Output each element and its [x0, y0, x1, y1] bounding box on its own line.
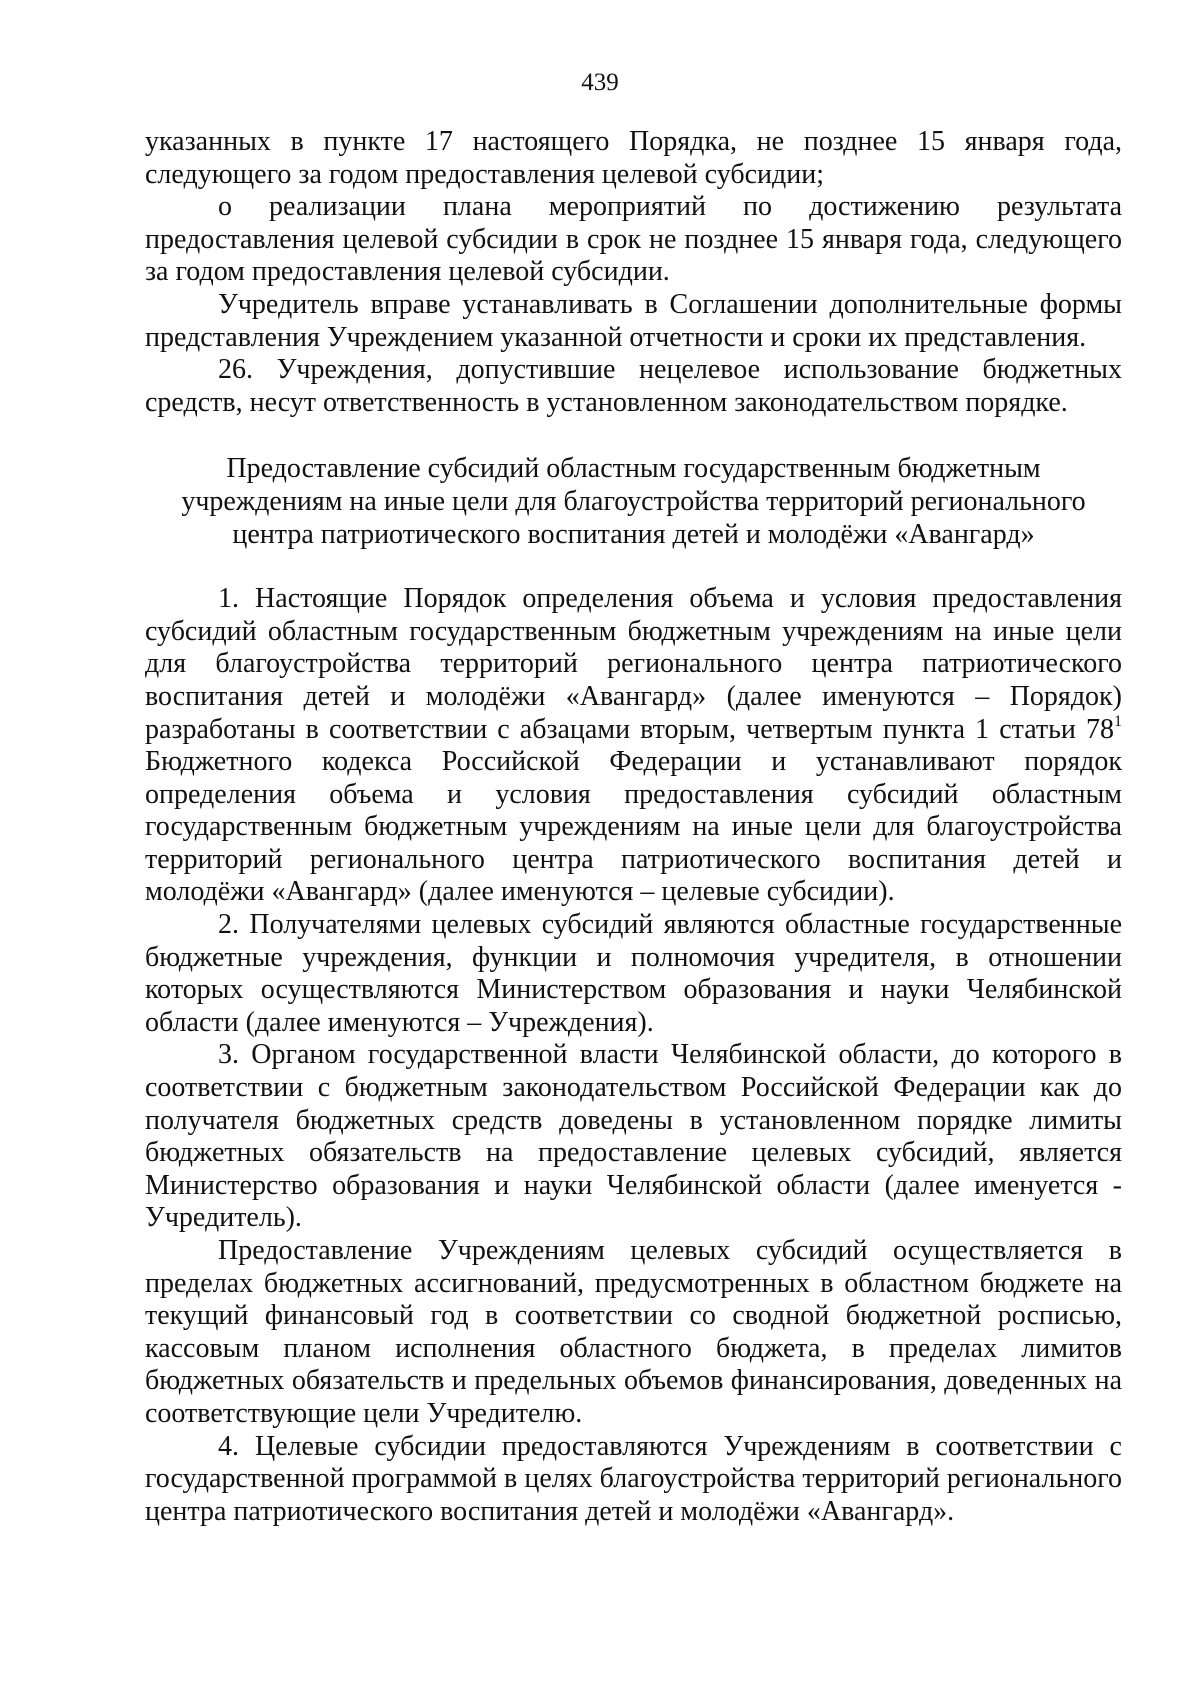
section-heading-line-3: центра патриотического воспитания детей и молодёжи «Авангард»: [232, 518, 1035, 550]
paragraph-3: 3. Органом государственной власти Челябинской области, до которого в соответствии с бюджетным законодательством Российской Федерации как до получателя бюджетных средств доведены в установленном порядке лимиты бюджетных обязательств на предоставление целевых субсидий, является Министерство образования и науки Челябинской области (далее именуется - Учредитель).: [145, 1039, 1122, 1234]
paragraph-1-text-b: Бюджетного кодекса Российской Федерации и устанавливают порядок определения объема и условия предоставления субсидий областным государственным бюджетным учреждениям на иные цели для благоустройства территорий регионального центра патриотического воспитания детей и молодёжи «Авангард» (далее именуются – целевые субсидии).: [145, 746, 1122, 908]
paragraph-founder-rights: Учредитель вправе устанавливать в Соглашении дополнительные формы представления Учреждением указанной отчетности и сроки их представления.: [145, 288, 1122, 353]
paragraph-continuation: указанных в пункте 17 настоящего Порядка, не позднее 15 января года, следующего за годом предоставления целевой субсидии;: [145, 126, 1122, 190]
paragraph-26: 26. Учреждения, допустившие нецелевое использование бюджетных средств, несут ответственность в установленном законодательством порядке.: [145, 354, 1122, 418]
paragraph-1-text-a: 1. Настоящие Порядок определения объема и условия предоставления субсидий областным государственным бюджетным учреждениям на иные цели для благоустройства территорий регионального центра патриотического воспитания детей и молодёжи «Авангард» (далее именуются – Порядок) разработаны в соответствии с абзацами вторым, четвертым пункта 1 статьи 78: [145, 583, 1122, 745]
paragraph-3-provision: Предоставление Учреждениям целевых субсидий осуществляется в пределах бюджетных ассигнований, предусмотренных в областном бюджете на текущий финансовый год в соответствии со сводной бюджетной росписью, кассовым планом исполнения областного бюджета, в пределах лимитов бюджетных обязательств и предельных объемов финансирования, доведенных на соответствующие цели Учредителю.: [145, 1235, 1122, 1429]
page-number: 439: [581, 69, 619, 96]
section-heading-line-1: Предоставление субсидий областным государственным бюджетным: [226, 453, 1041, 485]
paragraph-1: [145, 583, 1122, 909]
paragraph-plan-report: о реализации плана мероприятий по достижению результата предоставления целевой субсидии в срок не позднее 15 января года, следующего за годом предоставления целевой субсидии.: [145, 191, 1122, 288]
section-heading-line-2: учреждениям на иные цели для благоустройства территорий регионального: [181, 485, 1086, 517]
paragraph-4: 4. Целевые субсидии предоставляются Учреждениям в соответствии с государственной программой в целях благоустройства территорий регионального центра патриотического воспитания детей и молодёжи «Авангард».: [145, 1430, 1122, 1527]
paragraph-2: 2. Получателями целевых субсидий являются областные государственные бюджетные учреждения, функции и полномочия учредителя, в отношении которых осуществляются Министерством образования и науки Челябинской области (далее именуются – Учреждения).: [145, 909, 1122, 1038]
section-heading: [145, 453, 1122, 551]
article-superscript: 1: [1114, 712, 1122, 730]
document-body: [145, 126, 1122, 1528]
